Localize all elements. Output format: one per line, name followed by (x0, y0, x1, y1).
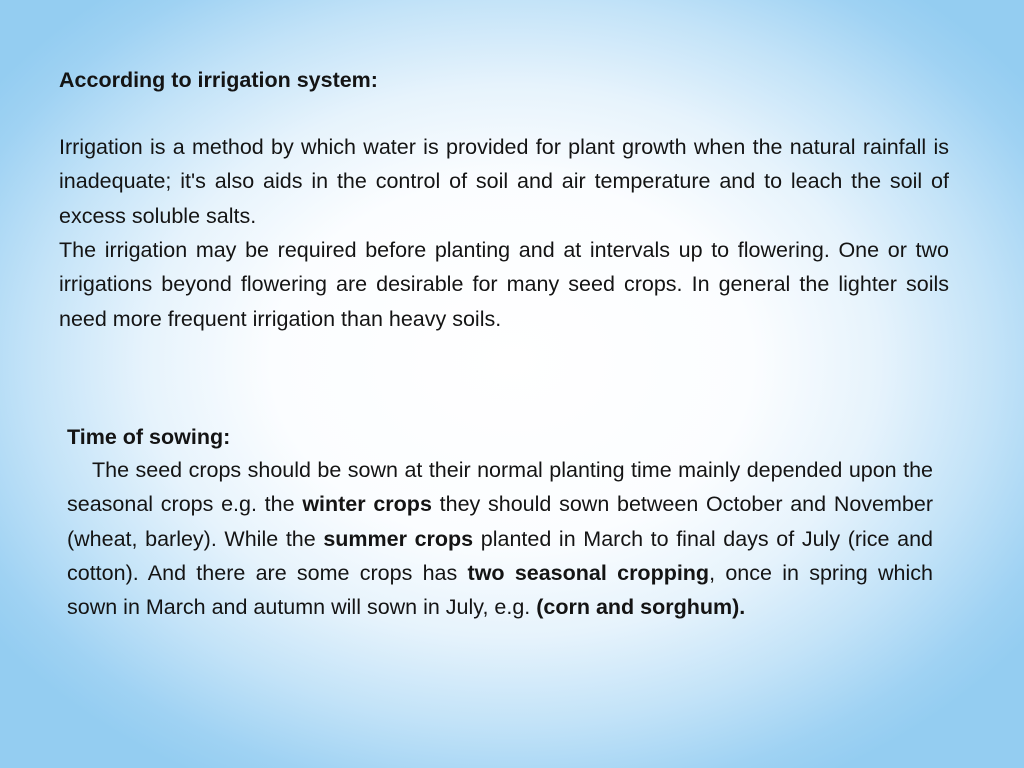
irrigation-heading: According to irrigation system: (59, 68, 378, 92)
sowing-text-1: The seed crops should be sown at their normal planting time mainly depended upon the seasonal crops e.g. the (67, 458, 933, 517)
sowing-text-4: , once in spring which sown in March and autumn will sown in July, e.g. (67, 560, 933, 620)
two-seasonal-cropping-term: two seasonal cropping (467, 560, 710, 585)
corn-sorghum-term: (corn and sorghum). (536, 595, 746, 620)
winter-crops-term: winter crops (302, 492, 432, 517)
sowing-text-3: planted in March to final days of July (rice and cotton). And there are some crops has (67, 526, 933, 585)
irrigation-paragraph-2: The irrigation may be required before planting and at intervals up to flowering. One or two irrigations beyond flowering are desirable for many seed crops. In general the lighter soils need more frequent irrigation than heavy soils. (59, 238, 949, 331)
sowing-heading: Time of sowing: (67, 425, 231, 449)
sowing-paragraph (67, 453, 933, 624)
irrigation-paragraph-1: Irrigation is a method by which water is provided for plant growth when the natural rainfall is inadequate; it's also aids in the control of soil and air temperature and to leach the soil of excess soluble salts. (59, 135, 949, 228)
summer-crops-term: summer crops (323, 526, 474, 551)
sowing-text-2: they should sown between October and November (wheat, barley). While the (67, 492, 934, 551)
